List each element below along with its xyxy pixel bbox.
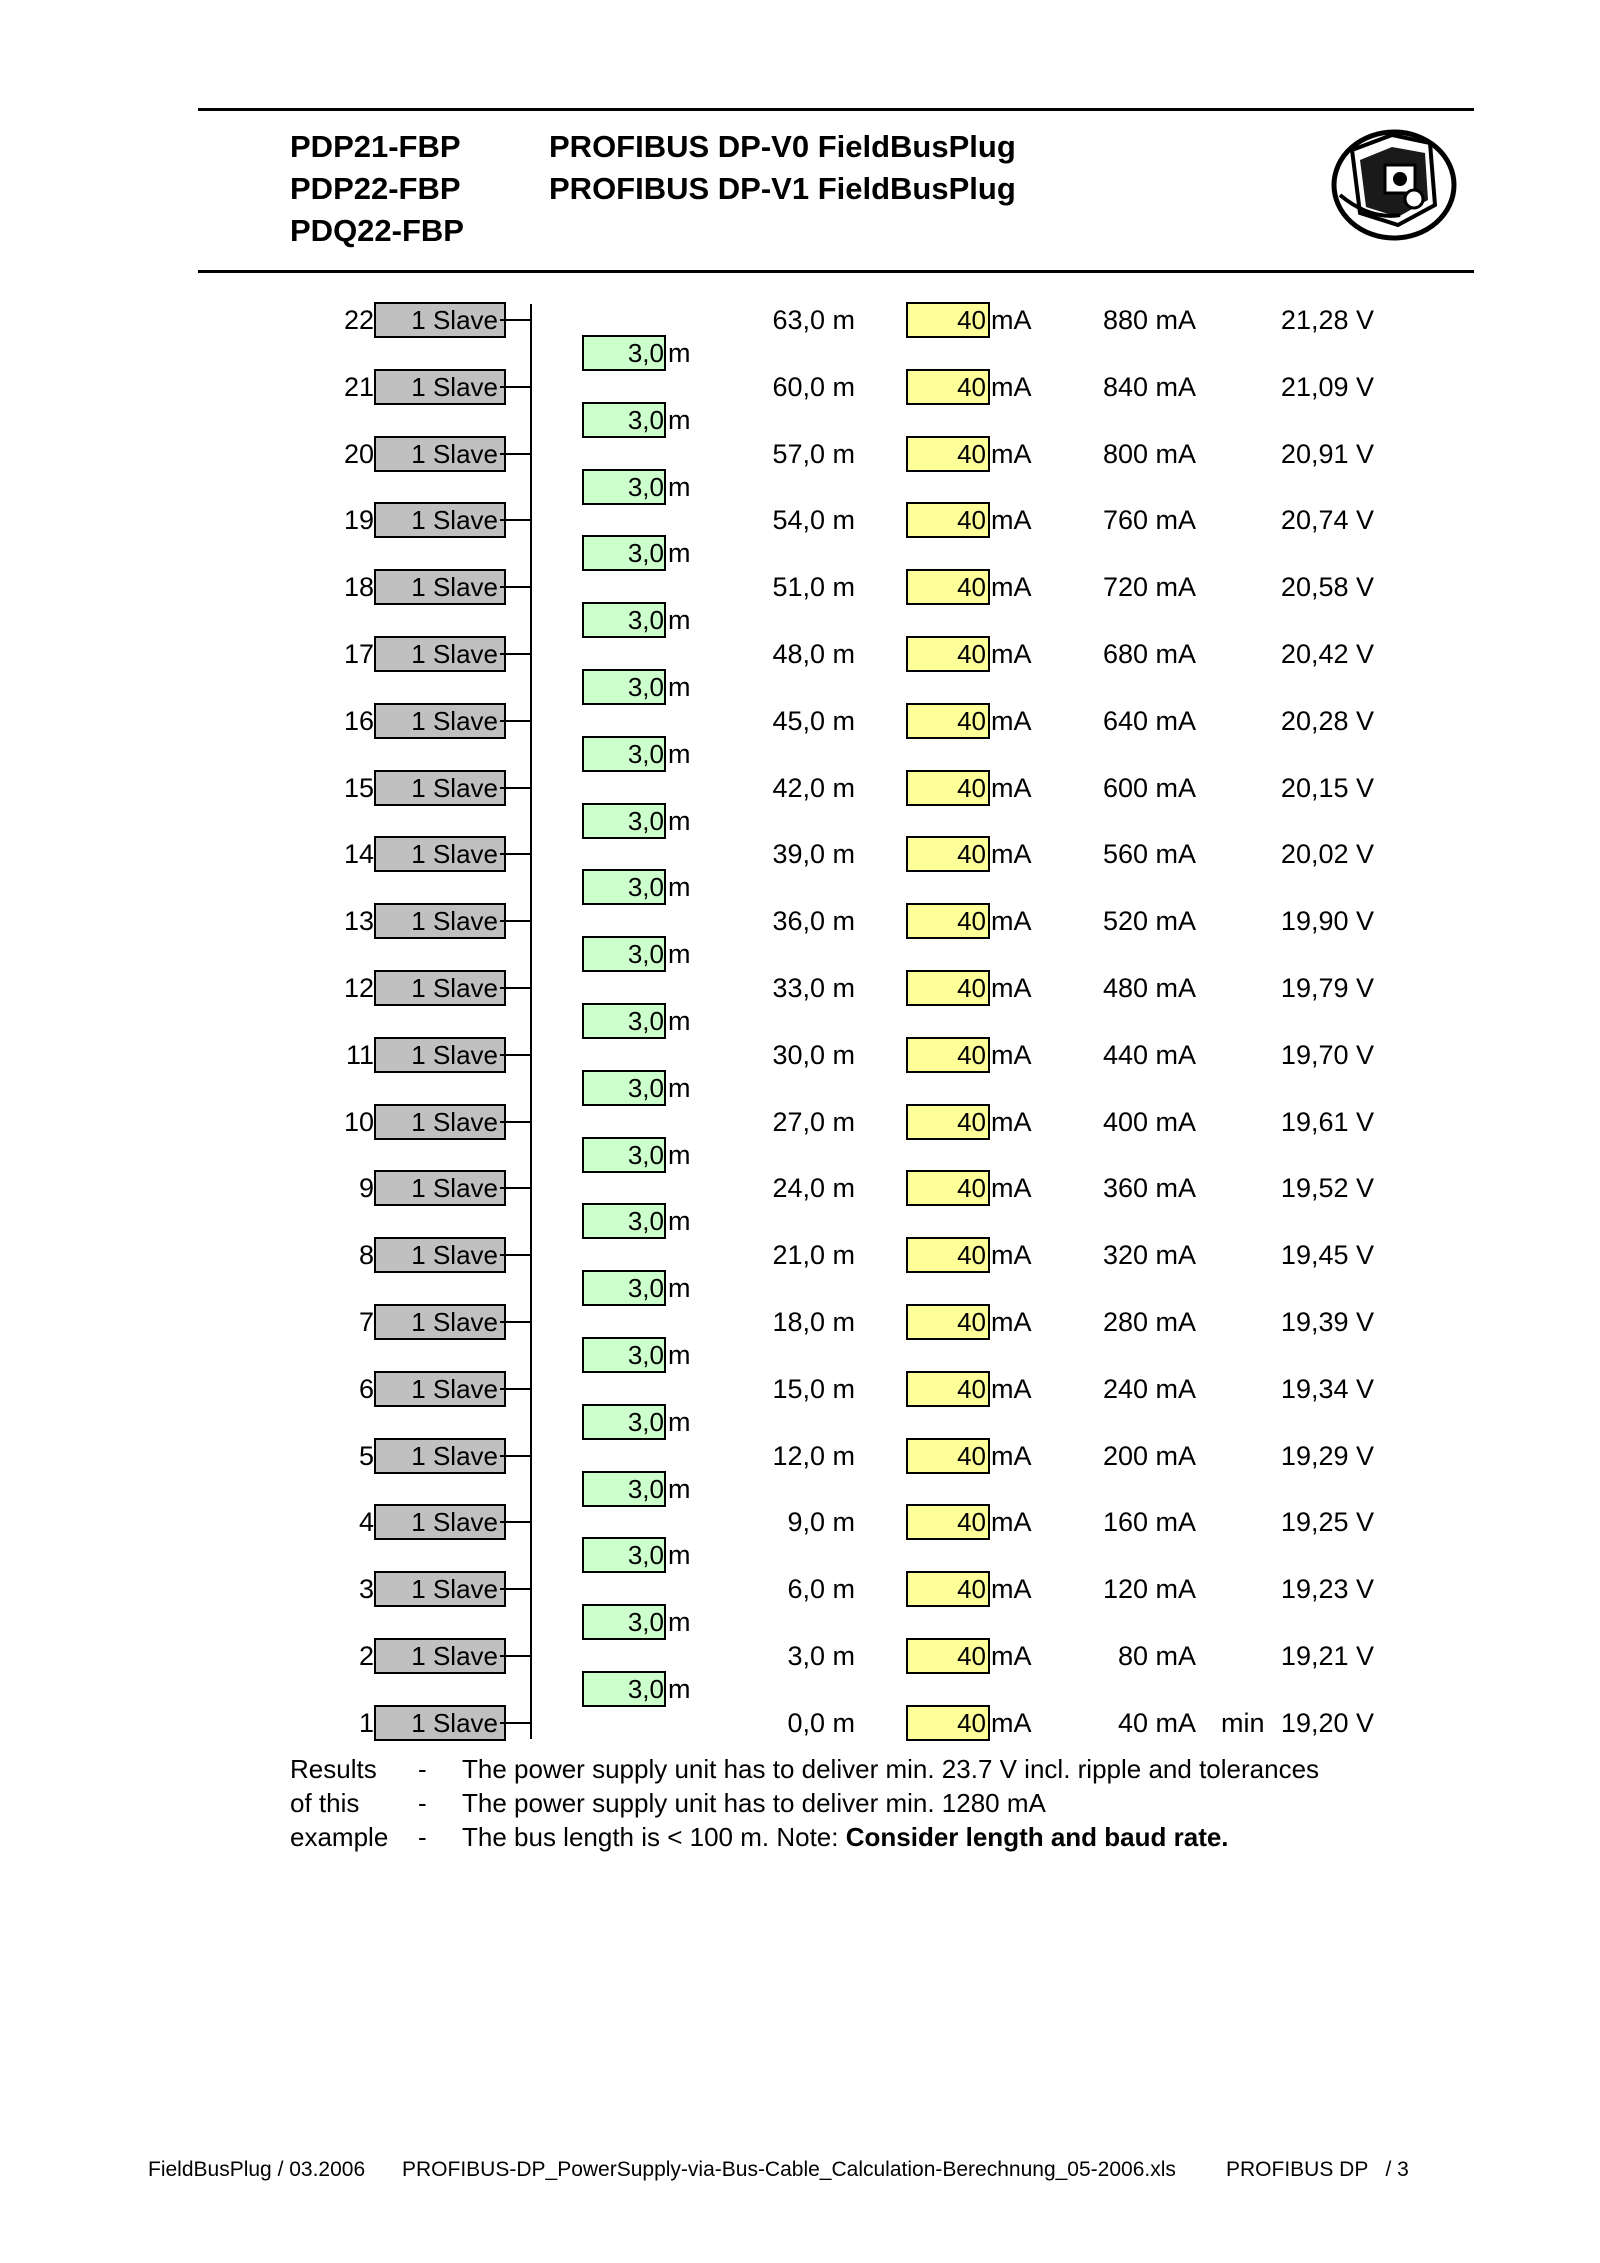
results-label-line: Results	[290, 1754, 377, 1784]
voltage-value: 20,28 V	[1280, 706, 1374, 736]
distance-value: 51,0 m	[772, 572, 855, 602]
slave-number: 4	[358, 1507, 374, 1537]
voltage-value: 19,21 V	[1280, 1641, 1374, 1671]
segment-length: 3,0	[627, 472, 664, 502]
current-value: 40	[957, 973, 986, 1003]
segment-length: 3,0	[627, 872, 664, 902]
current-unit: mA	[991, 505, 1032, 535]
distance-value: 15,0 m	[772, 1374, 855, 1404]
slave-label: 1 Slave	[411, 1107, 498, 1137]
total-current: 720 mA	[1102, 572, 1196, 602]
model-name: PDP21-FBP	[290, 129, 461, 164]
current-unit: mA	[991, 1240, 1032, 1270]
slave-label: 1 Slave	[411, 305, 498, 335]
slave-label: 1 Slave	[411, 1040, 498, 1070]
min-label: min	[1221, 1708, 1265, 1738]
distance-value: 27,0 m	[772, 1107, 855, 1137]
segment-length-input[interactable]	[582, 1337, 666, 1373]
voltage-value: 19,61 V	[1280, 1107, 1374, 1137]
current-unit: mA	[991, 1040, 1032, 1070]
distance-value: 36,0 m	[772, 906, 855, 936]
current-value: 40	[957, 1040, 986, 1070]
slave-label: 1 Slave	[411, 1708, 498, 1738]
segment-length-input[interactable]	[582, 936, 666, 972]
total-current: 680 mA	[1102, 639, 1196, 669]
bus-tap	[500, 1187, 532, 1189]
bus-tap	[500, 1388, 532, 1390]
bus-tap	[500, 1254, 532, 1256]
segment-length-input[interactable]	[582, 869, 666, 905]
bus-tap	[500, 1121, 532, 1123]
voltage-value: 20,58 V	[1280, 572, 1374, 602]
bus-tap	[500, 653, 532, 655]
footer-filename: PROFIBUS-DP_PowerSupply-via-Bus-Cable_Calculation-Berechnung_05-2006.xls	[402, 2158, 1176, 2181]
distance-value: 33,0 m	[772, 973, 855, 1003]
bus-tap	[500, 1054, 532, 1056]
current-value: 40	[957, 1240, 986, 1270]
slave-number: 8	[358, 1240, 374, 1270]
total-current: 560 mA	[1102, 839, 1196, 869]
segment-length: 3,0	[627, 338, 664, 368]
current-value: 40	[957, 906, 986, 936]
current-unit: mA	[991, 1708, 1032, 1738]
voltage-value: 20,91 V	[1280, 439, 1374, 469]
segment-unit: m	[668, 1340, 691, 1370]
slave-number: 13	[343, 906, 374, 936]
current-value: 40	[957, 1173, 986, 1203]
current-value: 40	[957, 439, 986, 469]
distance-value: 18,0 m	[772, 1307, 855, 1337]
bus-tap	[500, 319, 532, 321]
slave-number: 15	[343, 773, 374, 803]
total-current: 600 mA	[1102, 773, 1196, 803]
bus-tap	[500, 1655, 532, 1657]
bus-tap	[500, 519, 532, 521]
segment-length: 3,0	[627, 1140, 664, 1170]
total-current: 160 mA	[1102, 1507, 1196, 1537]
segment-length: 3,0	[627, 1073, 664, 1103]
segment-length-input[interactable]	[582, 535, 666, 571]
current-value: 40	[957, 1441, 986, 1471]
slave-label: 1 Slave	[411, 773, 498, 803]
segment-length: 3,0	[627, 1540, 664, 1570]
distance-value: 6,0 m	[787, 1574, 855, 1604]
segment-length: 3,0	[627, 739, 664, 769]
segment-unit: m	[668, 1273, 691, 1303]
voltage-value: 19,52 V	[1280, 1173, 1374, 1203]
segment-length: 3,0	[627, 939, 664, 969]
slave-label: 1 Slave	[411, 1374, 498, 1404]
slave-row	[0, 1703, 1600, 1743]
segment-unit: m	[668, 1140, 691, 1170]
distance-value: 21,0 m	[772, 1240, 855, 1270]
total-current: 640 mA	[1102, 706, 1196, 736]
slave-box	[374, 1705, 506, 1741]
bus-tap	[500, 1321, 532, 1323]
model-name: PDQ22-FBP	[290, 213, 464, 248]
segment-unit: m	[668, 1607, 691, 1637]
segment-length: 3,0	[627, 1273, 664, 1303]
bus-tap	[500, 1521, 532, 1523]
segment-unit: m	[668, 1073, 691, 1103]
current-value: 40	[957, 1708, 986, 1738]
slave-label: 1 Slave	[411, 973, 498, 1003]
slave-number: 7	[358, 1307, 374, 1337]
bus-tap	[500, 453, 532, 455]
total-current: 480 mA	[1102, 973, 1196, 1003]
total-current: 280 mA	[1102, 1307, 1196, 1337]
header-top-rule	[198, 108, 1474, 111]
slave-label: 1 Slave	[411, 1240, 498, 1270]
slave-label: 1 Slave	[411, 1173, 498, 1203]
distance-value: 24,0 m	[772, 1173, 855, 1203]
current-value: 40	[957, 1307, 986, 1337]
current-value: 40	[957, 572, 986, 602]
segment-length-input[interactable]	[582, 602, 666, 638]
segment-length: 3,0	[627, 605, 664, 635]
segment-unit: m	[668, 472, 691, 502]
segment-length-input[interactable]	[582, 1070, 666, 1106]
slave-number: 22	[343, 305, 374, 335]
distance-value: 45,0 m	[772, 706, 855, 736]
current-unit: mA	[991, 1173, 1032, 1203]
voltage-value: 19,29 V	[1280, 1441, 1374, 1471]
segment-length-input[interactable]	[582, 1270, 666, 1306]
slave-label: 1 Slave	[411, 372, 498, 402]
current-unit: mA	[991, 439, 1032, 469]
distance-value: 48,0 m	[772, 639, 855, 669]
segment-length: 3,0	[627, 538, 664, 568]
total-current: 520 mA	[1102, 906, 1196, 936]
current-unit: mA	[991, 973, 1032, 1003]
bus-tap	[500, 1588, 532, 1590]
bullet-dash: -	[418, 1822, 427, 1852]
slave-number: 5	[358, 1441, 374, 1471]
slave-number: 3	[358, 1574, 374, 1604]
slave-label: 1 Slave	[411, 906, 498, 936]
product-title: PROFIBUS DP-V1 FieldBusPlug	[549, 171, 1016, 206]
voltage-value: 20,74 V	[1280, 505, 1374, 535]
slave-label: 1 Slave	[411, 1507, 498, 1537]
voltage-value: 21,09 V	[1280, 372, 1374, 402]
footer-right: PROFIBUS DP / 3	[1226, 2158, 1409, 2181]
distance-value: 3,0 m	[787, 1641, 855, 1671]
bus-tap	[500, 1722, 532, 1724]
current-unit: mA	[991, 839, 1032, 869]
current-value: 40	[957, 1374, 986, 1404]
result-line	[462, 1820, 1319, 1854]
current-value: 40	[957, 305, 986, 335]
segment-length: 3,0	[627, 1006, 664, 1036]
voltage-value: 20,15 V	[1280, 773, 1374, 803]
segment-length-input[interactable]	[582, 1671, 666, 1707]
fieldbusplug-logo-icon	[1330, 125, 1465, 245]
total-current: 880 mA	[1102, 305, 1196, 335]
total-current: 240 mA	[1102, 1374, 1196, 1404]
current-unit: mA	[991, 1107, 1032, 1137]
current-unit: mA	[991, 1641, 1032, 1671]
voltage-value: 19,20 V	[1280, 1708, 1374, 1738]
slave-number: 9	[358, 1173, 374, 1203]
total-current: 320 mA	[1102, 1240, 1196, 1270]
segment-length-input[interactable]	[582, 1203, 666, 1239]
results-text	[462, 1752, 1319, 1854]
current-value: 40	[957, 1574, 986, 1604]
bus-tap	[500, 586, 532, 588]
distance-value: 57,0 m	[772, 439, 855, 469]
slave-number: 17	[343, 639, 374, 669]
segment-length: 3,0	[627, 1474, 664, 1504]
current-value: 40	[957, 1641, 986, 1671]
slave-number: 6	[358, 1374, 374, 1404]
footer-left: FieldBusPlug / 03.2006	[148, 2158, 366, 2181]
slave-number: 19	[343, 505, 374, 535]
segment-unit: m	[668, 1540, 691, 1570]
header-bottom-rule	[198, 270, 1474, 273]
current-value: 40	[957, 639, 986, 669]
voltage-value: 19,79 V	[1280, 973, 1374, 1003]
segment-unit: m	[668, 605, 691, 635]
slave-label: 1 Slave	[411, 1574, 498, 1604]
slave-label: 1 Slave	[411, 1307, 498, 1337]
voltage-value: 19,23 V	[1280, 1574, 1374, 1604]
total-current: 800 mA	[1102, 439, 1196, 469]
slave-number: 14	[343, 839, 374, 869]
segment-unit: m	[668, 405, 691, 435]
segment-unit: m	[668, 1006, 691, 1036]
slave-number: 1	[358, 1708, 374, 1738]
voltage-value: 19,25 V	[1280, 1507, 1374, 1537]
results-label	[290, 1752, 388, 1854]
distance-value: 0,0 m	[787, 1708, 855, 1738]
current-unit: mA	[991, 372, 1032, 402]
segment-unit: m	[668, 739, 691, 769]
slave-label: 1 Slave	[411, 439, 498, 469]
slave-number: 11	[345, 1040, 374, 1070]
slave-number: 2	[358, 1641, 374, 1671]
segment-unit: m	[668, 1407, 691, 1437]
bullet-dash: -	[418, 1754, 427, 1784]
segment-length: 3,0	[627, 806, 664, 836]
segment-unit: m	[668, 1474, 691, 1504]
model-name: PDP22-FBP	[290, 171, 461, 206]
current-unit: mA	[991, 1574, 1032, 1604]
segment-length-input[interactable]	[582, 402, 666, 438]
current-value: 40	[957, 706, 986, 736]
total-current: 200 mA	[1102, 1441, 1196, 1471]
total-current: 440 mA	[1102, 1040, 1196, 1070]
distance-value: 9,0 m	[787, 1507, 855, 1537]
segment-unit: m	[668, 939, 691, 969]
distance-value: 63,0 m	[772, 305, 855, 335]
segment-length: 3,0	[627, 1206, 664, 1236]
slave-label: 1 Slave	[411, 839, 498, 869]
results-dashes	[418, 1752, 427, 1854]
results-label-line: example	[290, 1822, 389, 1852]
segment-length: 3,0	[627, 1407, 664, 1437]
result-line: The power supply unit has to deliver min. 1280 mA	[462, 1788, 1046, 1818]
current-value: 40	[957, 1507, 986, 1537]
current-unit: mA	[991, 572, 1032, 602]
current-value: 40	[957, 839, 986, 869]
segment-length-input[interactable]	[582, 669, 666, 705]
total-current: 120 mA	[1102, 1574, 1196, 1604]
segment-length-input[interactable]	[582, 1537, 666, 1573]
total-current: 400 mA	[1102, 1107, 1196, 1137]
voltage-value: 20,02 V	[1280, 839, 1374, 869]
current-unit: mA	[991, 706, 1032, 736]
voltage-value: 19,45 V	[1280, 1240, 1374, 1270]
segment-unit: m	[668, 338, 691, 368]
distance-value: 30,0 m	[772, 1040, 855, 1070]
total-current: 40 mA	[1117, 1708, 1196, 1738]
slave-label: 1 Slave	[411, 706, 498, 736]
slave-number: 10	[343, 1107, 374, 1137]
segment-unit: m	[668, 672, 691, 702]
segment-length: 3,0	[627, 1674, 664, 1704]
bullet-dash: -	[418, 1788, 427, 1818]
current-unit: mA	[991, 1441, 1032, 1471]
segment-length: 3,0	[627, 405, 664, 435]
slave-number: 12	[343, 973, 374, 1003]
current-unit: mA	[991, 1374, 1032, 1404]
model-list	[290, 126, 464, 252]
slave-number: 16	[343, 706, 374, 736]
segment-length: 3,0	[627, 1340, 664, 1370]
segment-unit: m	[668, 538, 691, 568]
total-current: 360 mA	[1102, 1173, 1196, 1203]
bus-tap	[500, 386, 532, 388]
voltage-value: 19,90 V	[1280, 906, 1374, 936]
bus-tap	[500, 720, 532, 722]
segment-unit: m	[668, 1674, 691, 1704]
results-label-line: of this	[290, 1788, 360, 1818]
segment-length-input[interactable]	[582, 335, 666, 371]
bus-tap	[500, 787, 532, 789]
segment-length: 3,0	[627, 1607, 664, 1637]
slave-label: 1 Slave	[411, 1441, 498, 1471]
segment-length-input[interactable]	[582, 1604, 666, 1640]
segment-length-input[interactable]	[582, 736, 666, 772]
slave-number: 18	[343, 572, 374, 602]
slave-label: 1 Slave	[411, 572, 498, 602]
voltage-value: 19,34 V	[1280, 1374, 1374, 1404]
segment-length-input[interactable]	[582, 1003, 666, 1039]
voltage-value: 19,39 V	[1280, 1307, 1374, 1337]
segment-unit: m	[668, 1206, 691, 1236]
slave-label: 1 Slave	[411, 505, 498, 535]
distance-value: 60,0 m	[772, 372, 855, 402]
total-current: 760 mA	[1102, 505, 1196, 535]
current-value: 40	[957, 773, 986, 803]
result-line-text: The bus length is < 100 m. Note:	[462, 1822, 846, 1852]
slave-number: 21	[343, 372, 374, 402]
current-unit: mA	[991, 1307, 1032, 1337]
bus-tap	[500, 987, 532, 989]
current-value: 40	[957, 372, 986, 402]
total-current: 80 mA	[1117, 1641, 1196, 1671]
current-input[interactable]	[906, 1705, 990, 1741]
current-unit: mA	[991, 773, 1032, 803]
current-unit: mA	[991, 305, 1032, 335]
distance-value: 12,0 m	[772, 1441, 855, 1471]
result-line-emphasis: Consider length and baud rate.	[845, 1822, 1229, 1852]
current-value: 40	[957, 1107, 986, 1137]
current-value: 40	[957, 505, 986, 535]
result-line: The power supply unit has to deliver min. 23.7 V incl. ripple and tolerances	[462, 1754, 1320, 1784]
segment-length-input[interactable]	[582, 1404, 666, 1440]
voltage-value: 19,70 V	[1280, 1040, 1374, 1070]
segment-unit: m	[668, 872, 691, 902]
segment-unit: m	[668, 806, 691, 836]
bus-tap	[500, 1455, 532, 1457]
segment-length: 3,0	[627, 672, 664, 702]
current-unit: mA	[991, 1507, 1032, 1537]
bus-tap	[500, 920, 532, 922]
voltage-value: 20,42 V	[1280, 639, 1374, 669]
slave-label: 1 Slave	[411, 639, 498, 669]
current-unit: mA	[991, 906, 1032, 936]
distance-value: 54,0 m	[772, 505, 855, 535]
slave-label: 1 Slave	[411, 1641, 498, 1671]
slave-number: 20	[343, 439, 374, 469]
bus-tap	[500, 853, 532, 855]
current-unit: mA	[991, 639, 1032, 669]
distance-value: 42,0 m	[772, 773, 855, 803]
product-titles	[549, 126, 1016, 210]
distance-value: 39,0 m	[772, 839, 855, 869]
total-current: 840 mA	[1102, 372, 1196, 402]
voltage-value: 21,28 V	[1280, 305, 1374, 335]
product-title: PROFIBUS DP-V0 FieldBusPlug	[549, 129, 1016, 164]
